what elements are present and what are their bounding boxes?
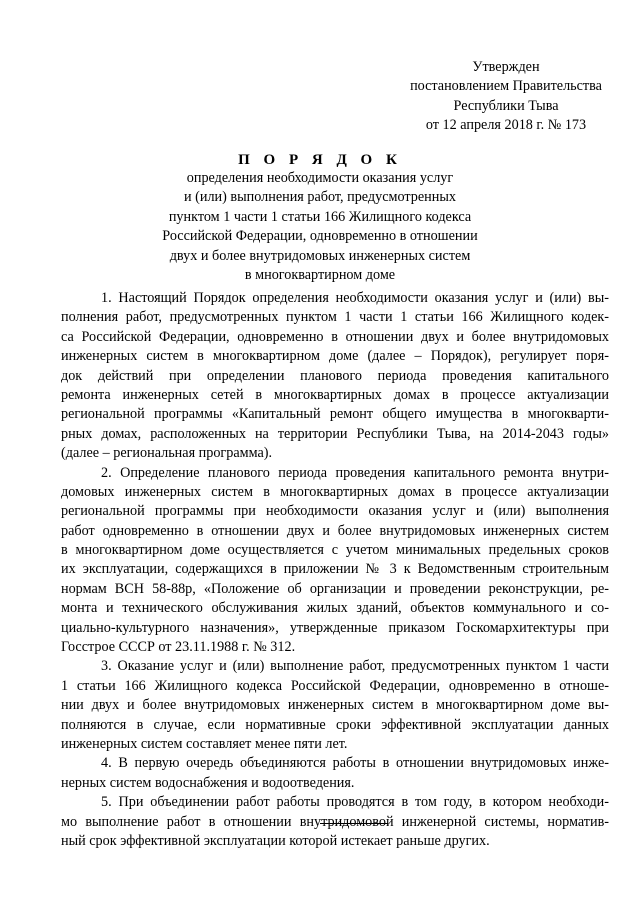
paragraph-line: домовых инженерных систем в многоквартирных домах в процессе актуализации (61, 483, 609, 500)
paragraph-line: 1 статьи 166 Жилищного кодекса Российской Федерации, одновременно в отноше- (61, 677, 609, 694)
paragraph-line: региональной программы «Капитальный ремонт общего имущества в многокварти- (61, 406, 609, 423)
paragraph-1 (61, 289, 609, 464)
paragraph-line: 5. При объединении работ работы проводятся в том году, в котором необходи- (101, 794, 609, 811)
paragraph-line: региональной программы при необходимости оказания услуг и (или) выполнения (61, 503, 609, 520)
paragraph-line: 1. Настоящий Порядок определения необходимости оказания услуг и (или) вы- (101, 290, 609, 306)
approval-line: постановлением Правительства (410, 78, 602, 95)
subtitle-line: и (или) выполнения работ, предусмотренных (184, 189, 456, 206)
paragraph-line: ный срок эффективной эксплуатации которой истекает раньше других. (61, 832, 490, 849)
document-title: П О Р Я Д О К (238, 152, 402, 168)
paragraph-line: 4. В первую очередь объединяются работы в отношении внутридомовых инже- (101, 755, 609, 772)
paragraph-line: мо выполнение работ в отношении внутридомовой инженерной системы, норматив- (61, 813, 609, 830)
subtitle-line: определения необходимости оказания услуг (186, 170, 454, 186)
paragraph-2 (61, 464, 609, 658)
paragraph-line: 2. Определение планового периода проведения капитального ремонта внутри- (101, 464, 609, 481)
paragraph-line: в многоквартирном доме осуществляется с учетом минимальных предельных сроков (61, 542, 609, 559)
paragraph-line: нерных систем водоснабжения и водоотведения. (61, 774, 355, 791)
paragraph-line: работ одновременно в отношении двух и более внутридомовых инженерных систем (61, 522, 609, 539)
subtitle-line: в многоквартирном доме (244, 267, 396, 284)
paragraph-line: док действий при определении планового периода проведения капитального (61, 367, 609, 384)
paragraph-line: ремонта инженерных сетей в многоквартирных домах в процессе актуализации (61, 386, 609, 403)
subtitle-line: двух и более внутридомовых инженерных систем (169, 247, 471, 264)
approval-stamp (386, 58, 626, 136)
paragraph-line: полняются в случае, если нормативные сроки эффективной эксплуатации данных (61, 716, 609, 733)
paragraph-3 (61, 657, 609, 754)
subtitle-line: Российской Федерации, одновременно в отношении (162, 228, 478, 245)
document-body (61, 289, 609, 851)
paragraph-line: са Российской Федерации, одновременно в отношении двух и более внутридомовых (61, 328, 609, 345)
paragraph-4 (61, 754, 609, 793)
paragraph-line: нормам ВСН 58-88р, «Положение об организации и проведении реконструкции, ре- (61, 580, 609, 597)
paragraph-line: монта и технического обслуживания жилых зданий, объектов коммунального и со- (61, 600, 609, 617)
paragraph-line: 3. Оказание услуг и (или) выполнение работ, предусмотренных пунктом 1 части (101, 658, 609, 675)
paragraph-line: (далее – региональная программа). (61, 445, 273, 462)
approval-line: Республики Тыва (453, 97, 559, 114)
end-divider (320, 823, 388, 824)
paragraph-line: циально-культурного назначения», утвержденные приказом Госкомархитектуры при (61, 619, 609, 636)
approval-line: от 12 апреля 2018 г. № 173 (425, 117, 587, 134)
paragraph-line: инженерных систем составляет менее пяти лет. (61, 735, 348, 752)
document-subtitle (0, 169, 640, 285)
paragraph-line: рных домах, расположенных на территории Республики Тыва, на 2014-2043 годы» (61, 425, 609, 442)
paragraph-line: Госстрое СССР от 23.11.1988 г. № 312. (61, 639, 296, 656)
paragraph-line: инженерных систем в многоквартирном доме (далее – Порядок), регулирует поря- (61, 348, 609, 365)
subtitle-line: пунктом 1 части 1 статьи 166 Жилищного кодекса (168, 208, 472, 225)
paragraph-line: нии двух и более внутридомовых инженерных систем в многоквартирном доме вы- (61, 697, 609, 714)
paragraph-line: полнения работ, предусмотренных пунктом 1 части 1 статьи 166 Жилищного кодек- (61, 309, 609, 326)
approval-line: Утвержден (472, 59, 540, 75)
paragraph-line: их эксплуатации, содержащихся в приложении № 3 к Ведомственным строительным (61, 561, 609, 578)
